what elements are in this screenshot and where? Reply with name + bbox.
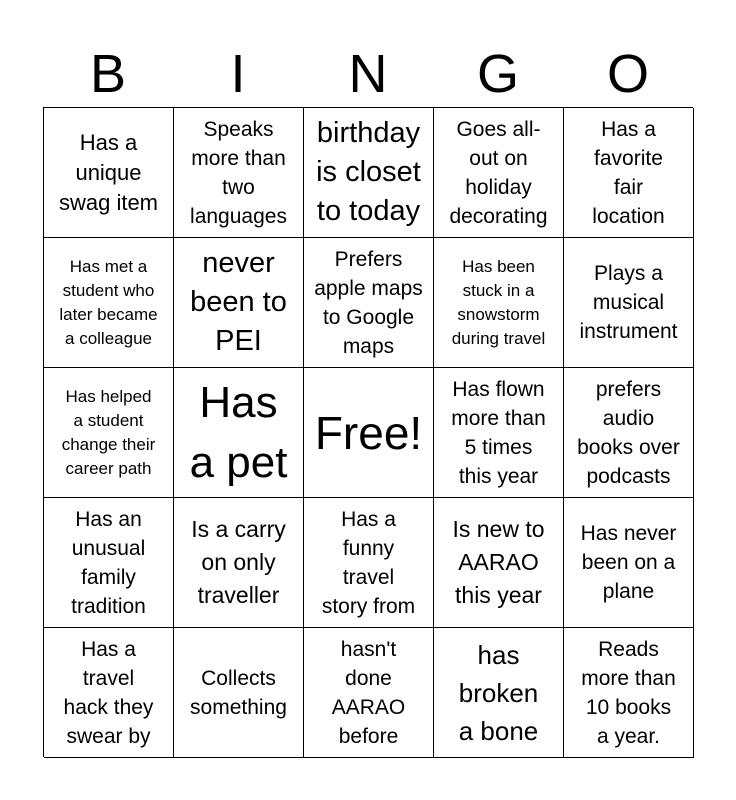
cell-text: Is a carry on only traveller bbox=[191, 516, 286, 608]
cell-text: Prefers apple maps to Google maps bbox=[314, 247, 423, 358]
cell-text: Has helped a student change their career path bbox=[61, 386, 156, 478]
header-letter-n: N bbox=[348, 44, 388, 104]
cell-text: Goes all- out on holiday decorating bbox=[449, 117, 548, 228]
bingo-cell-r1c4[interactable] bbox=[434, 108, 564, 238]
bingo-cell-r1c1[interactable] bbox=[44, 108, 174, 238]
bingo-cell-r5c1[interactable] bbox=[44, 628, 174, 758]
bingo-cell-r3c2[interactable] bbox=[174, 368, 304, 498]
bingo-cell-r3c1[interactable] bbox=[44, 368, 174, 498]
cell-text: Has a favorite fair location bbox=[592, 117, 665, 228]
bingo-cell-r4c1[interactable] bbox=[44, 498, 174, 628]
cell-text: Has a funny travel story from bbox=[321, 507, 416, 618]
bingo-cell-r4c4[interactable] bbox=[434, 498, 564, 628]
bingo-cell-free[interactable] bbox=[304, 368, 434, 498]
bingo-header bbox=[43, 42, 693, 106]
cell-text: Collects something bbox=[190, 666, 287, 719]
bingo-cell-r2c4[interactable] bbox=[434, 238, 564, 368]
bingo-cell-r3c4[interactable] bbox=[434, 368, 564, 498]
header-letter-b: B bbox=[89, 44, 127, 104]
cell-text: Has been stuck in a snowstorm during travel bbox=[451, 256, 546, 348]
cell-text: never been to PEI bbox=[190, 247, 287, 357]
bingo-cell-r1c2[interactable] bbox=[174, 108, 304, 238]
cell-text: Speaks more than two languages bbox=[190, 117, 287, 228]
bingo-cell-r2c5[interactable] bbox=[564, 238, 694, 368]
bingo-cell-r1c5[interactable] bbox=[564, 108, 694, 238]
cell-text: birthday is closet to today bbox=[316, 117, 421, 227]
cell-text: Has a travel hack they swear by bbox=[63, 637, 154, 748]
header-letter-i: I bbox=[230, 44, 246, 104]
cell-text: Has a unique swag item bbox=[58, 129, 159, 215]
bingo-cell-r4c5[interactable] bbox=[564, 498, 694, 628]
bingo-cell-r1c3[interactable] bbox=[304, 108, 434, 238]
bingo-cell-r5c3[interactable] bbox=[304, 628, 434, 758]
cell-text: Reads more than 10 books a year. bbox=[581, 637, 676, 748]
cell-text: Has never been on a plane bbox=[580, 522, 677, 603]
cell-text: Has met a student who later became a colleague bbox=[59, 256, 158, 348]
bingo-cell-r2c2[interactable] bbox=[174, 238, 304, 368]
cell-text: hasn't done AARAO before bbox=[331, 637, 406, 748]
header-letter-o: O bbox=[606, 44, 649, 104]
cell-text: Plays a musical instrument bbox=[579, 262, 678, 343]
cell-text: Has flown more than 5 times this year bbox=[451, 377, 546, 488]
cell-text: Has an unusual family tradition bbox=[71, 507, 146, 618]
bingo-cell-r2c1[interactable] bbox=[44, 238, 174, 368]
bingo-cell-r4c2[interactable] bbox=[174, 498, 304, 628]
free-space-text: Free! bbox=[314, 406, 423, 459]
bingo-cell-r5c2[interactable] bbox=[174, 628, 304, 758]
bingo-cell-r3c5[interactable] bbox=[564, 368, 694, 498]
cell-text: prefers audio books over podcasts bbox=[577, 377, 680, 488]
bingo-cell-r5c4[interactable] bbox=[434, 628, 564, 758]
cell-text: Has a pet bbox=[189, 377, 288, 487]
bingo-grid bbox=[43, 107, 693, 757]
bingo-cell-r5c5[interactable] bbox=[564, 628, 694, 758]
header-letter-g: G bbox=[476, 44, 519, 104]
bingo-cell-r2c3[interactable] bbox=[304, 238, 434, 368]
cell-text: has broken a bone bbox=[458, 639, 539, 746]
cell-text: Is new to AARAO this year bbox=[452, 516, 545, 608]
bingo-cell-r4c3[interactable] bbox=[304, 498, 434, 628]
